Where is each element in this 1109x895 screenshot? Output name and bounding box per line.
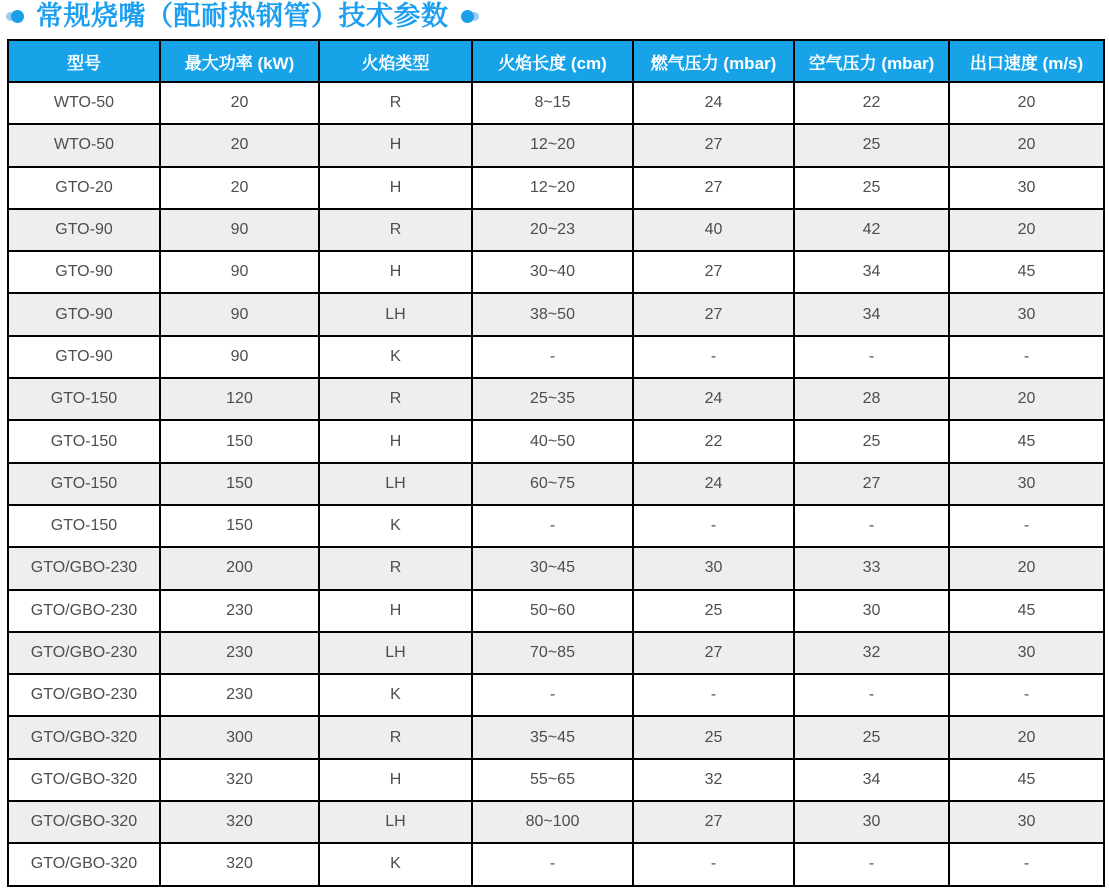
- table-cell: 24: [633, 463, 794, 505]
- table-cell: 27: [633, 251, 794, 293]
- table-cell: 300: [160, 716, 319, 758]
- table-row: [8, 336, 1104, 378]
- table-cell: 27: [794, 463, 949, 505]
- table-cell: H: [319, 167, 472, 209]
- table-cell: 150: [160, 463, 319, 505]
- table-cell: 27: [633, 293, 794, 335]
- table-cell: 34: [794, 293, 949, 335]
- table-cell: GTO-20: [8, 167, 160, 209]
- table-cell: 12~20: [472, 167, 633, 209]
- table-cell: 25~35: [472, 378, 633, 420]
- table-cell: 30: [949, 632, 1104, 674]
- column-header: 出口速度 (m/s): [949, 40, 1104, 82]
- table-cell: 20~23: [472, 209, 633, 251]
- table-cell: 20: [949, 124, 1104, 166]
- table-cell: LH: [319, 801, 472, 843]
- table-row: [8, 209, 1104, 251]
- table-cell: 80~100: [472, 801, 633, 843]
- table-cell: LH: [319, 632, 472, 674]
- table-cell: 33: [794, 547, 949, 589]
- table-cell: LH: [319, 463, 472, 505]
- table-cell: WTO-50: [8, 124, 160, 166]
- table-cell: 27: [633, 167, 794, 209]
- table-cell: -: [633, 843, 794, 885]
- table-cell: R: [319, 378, 472, 420]
- table-cell: 32: [633, 759, 794, 801]
- table-row: [8, 82, 1104, 124]
- table-cell: 30: [794, 590, 949, 632]
- table-cell: 27: [633, 632, 794, 674]
- table-cell: -: [949, 505, 1104, 547]
- table-cell: 38~50: [472, 293, 633, 335]
- table-cell: -: [472, 505, 633, 547]
- table-cell: 70~85: [472, 632, 633, 674]
- table-cell: LH: [319, 293, 472, 335]
- table-cell: 30~45: [472, 547, 633, 589]
- table-cell: K: [319, 505, 472, 547]
- table-cell: 34: [794, 759, 949, 801]
- table-cell: -: [949, 843, 1104, 885]
- column-header: 火焰类型: [319, 40, 472, 82]
- table-cell: GTO-90: [8, 209, 160, 251]
- table-cell: GTO-90: [8, 251, 160, 293]
- table-cell: 150: [160, 420, 319, 462]
- table-cell: K: [319, 336, 472, 378]
- table-row: [8, 167, 1104, 209]
- table-cell: 25: [794, 420, 949, 462]
- table-cell: R: [319, 547, 472, 589]
- table-row: [8, 843, 1104, 885]
- table-cell: H: [319, 590, 472, 632]
- table-cell: 45: [949, 420, 1104, 462]
- table-cell: 20: [949, 82, 1104, 124]
- table-cell: -: [794, 336, 949, 378]
- table-cell: 30: [633, 547, 794, 589]
- table-cell: GTO-90: [8, 336, 160, 378]
- table-row: [8, 463, 1104, 505]
- table-cell: 30: [949, 463, 1104, 505]
- table-row: [8, 590, 1104, 632]
- section-title-bar: [0, 0, 1109, 36]
- table-row: [8, 716, 1104, 758]
- table-cell: 22: [633, 420, 794, 462]
- table-cell: GTO-150: [8, 463, 160, 505]
- table-cell: -: [472, 843, 633, 885]
- table-cell: K: [319, 674, 472, 716]
- table-cell: 20: [949, 547, 1104, 589]
- table-cell: 20: [949, 716, 1104, 758]
- table-body: [8, 82, 1104, 886]
- table-cell: 42: [794, 209, 949, 251]
- table-cell: 45: [949, 759, 1104, 801]
- table-row: [8, 420, 1104, 462]
- table-cell: 24: [633, 82, 794, 124]
- table-cell: 230: [160, 674, 319, 716]
- table-cell: 20: [160, 124, 319, 166]
- table-row: [8, 759, 1104, 801]
- table-cell: 27: [633, 124, 794, 166]
- table-cell: 24: [633, 378, 794, 420]
- column-header: 火焰长度 (cm): [472, 40, 633, 82]
- table-row: [8, 547, 1104, 589]
- table-cell: 30: [949, 167, 1104, 209]
- table-cell: -: [472, 674, 633, 716]
- table-cell: -: [949, 674, 1104, 716]
- table-cell: 230: [160, 632, 319, 674]
- table-cell: GTO-150: [8, 420, 160, 462]
- table-cell: 320: [160, 759, 319, 801]
- table-cell: 320: [160, 843, 319, 885]
- table-cell: 20: [160, 167, 319, 209]
- table-row: [8, 505, 1104, 547]
- table-cell: GTO/GBO-230: [8, 590, 160, 632]
- table-header-row: [8, 40, 1104, 82]
- table-cell: -: [633, 674, 794, 716]
- table-cell: -: [949, 336, 1104, 378]
- table-cell: 40~50: [472, 420, 633, 462]
- table-cell: 55~65: [472, 759, 633, 801]
- table-cell: 25: [794, 167, 949, 209]
- table-cell: 90: [160, 336, 319, 378]
- table-cell: 90: [160, 293, 319, 335]
- table-cell: 20: [949, 209, 1104, 251]
- title-decoration-left-icon: [6, 10, 24, 23]
- column-header: 空气压力 (mbar): [794, 40, 949, 82]
- table-cell: 25: [794, 124, 949, 166]
- table-cell: 27: [633, 801, 794, 843]
- table-cell: 20: [160, 82, 319, 124]
- table-cell: R: [319, 82, 472, 124]
- table-row: [8, 632, 1104, 674]
- table-cell: 200: [160, 547, 319, 589]
- table-cell: WTO-50: [8, 82, 160, 124]
- table-row: [8, 801, 1104, 843]
- table-cell: 30~40: [472, 251, 633, 293]
- table-cell: 60~75: [472, 463, 633, 505]
- table-cell: R: [319, 716, 472, 758]
- table-cell: -: [633, 336, 794, 378]
- table-cell: H: [319, 251, 472, 293]
- table-row: [8, 251, 1104, 293]
- table-cell: 30: [949, 293, 1104, 335]
- table-cell: 90: [160, 251, 319, 293]
- table-cell: H: [319, 124, 472, 166]
- table-cell: 8~15: [472, 82, 633, 124]
- table-cell: 45: [949, 251, 1104, 293]
- table-row: [8, 378, 1104, 420]
- table-cell: 30: [794, 801, 949, 843]
- table-cell: GTO/GBO-320: [8, 843, 160, 885]
- table-cell: 25: [633, 590, 794, 632]
- table-cell: R: [319, 209, 472, 251]
- table-cell: -: [794, 505, 949, 547]
- table-cell: 150: [160, 505, 319, 547]
- table-cell: H: [319, 759, 472, 801]
- table-cell: GTO/GBO-320: [8, 759, 160, 801]
- table-cell: GTO/GBO-230: [8, 547, 160, 589]
- table-cell: 90: [160, 209, 319, 251]
- table-cell: -: [633, 505, 794, 547]
- table-cell: -: [794, 674, 949, 716]
- table-cell: 50~60: [472, 590, 633, 632]
- table-cell: 32: [794, 632, 949, 674]
- table-cell: 230: [160, 590, 319, 632]
- table-cell: 35~45: [472, 716, 633, 758]
- big-dot-icon: [11, 10, 24, 23]
- table-cell: K: [319, 843, 472, 885]
- table-cell: 34: [794, 251, 949, 293]
- table-cell: GTO/GBO-230: [8, 674, 160, 716]
- title-decoration-right-icon: [461, 10, 479, 23]
- table-cell: 40: [633, 209, 794, 251]
- table-cell: GTO/GBO-230: [8, 632, 160, 674]
- page-title: 常规烧嘴（配耐热钢管）技术参数: [36, 1, 449, 31]
- table-cell: 45: [949, 590, 1104, 632]
- table-cell: GTO-150: [8, 378, 160, 420]
- table-cell: 22: [794, 82, 949, 124]
- table-cell: 28: [794, 378, 949, 420]
- table-cell: GTO-150: [8, 505, 160, 547]
- big-dot-icon: [461, 10, 474, 23]
- table-row: [8, 674, 1104, 716]
- table-cell: GTO/GBO-320: [8, 801, 160, 843]
- table-cell: -: [794, 843, 949, 885]
- table-cell: 25: [633, 716, 794, 758]
- table-cell: GTO-90: [8, 293, 160, 335]
- table-cell: 25: [794, 716, 949, 758]
- table-cell: 12~20: [472, 124, 633, 166]
- table-row: [8, 293, 1104, 335]
- table-cell: 320: [160, 801, 319, 843]
- table-cell: H: [319, 420, 472, 462]
- column-header: 燃气压力 (mbar): [633, 40, 794, 82]
- burner-parameters-table: [7, 39, 1105, 887]
- column-header: 型号: [8, 40, 160, 82]
- table-cell: 120: [160, 378, 319, 420]
- column-header: 最大功率 (kW): [160, 40, 319, 82]
- table-cell: GTO/GBO-320: [8, 716, 160, 758]
- table-cell: -: [472, 336, 633, 378]
- table-row: [8, 124, 1104, 166]
- table-cell: 20: [949, 378, 1104, 420]
- table-cell: 30: [949, 801, 1104, 843]
